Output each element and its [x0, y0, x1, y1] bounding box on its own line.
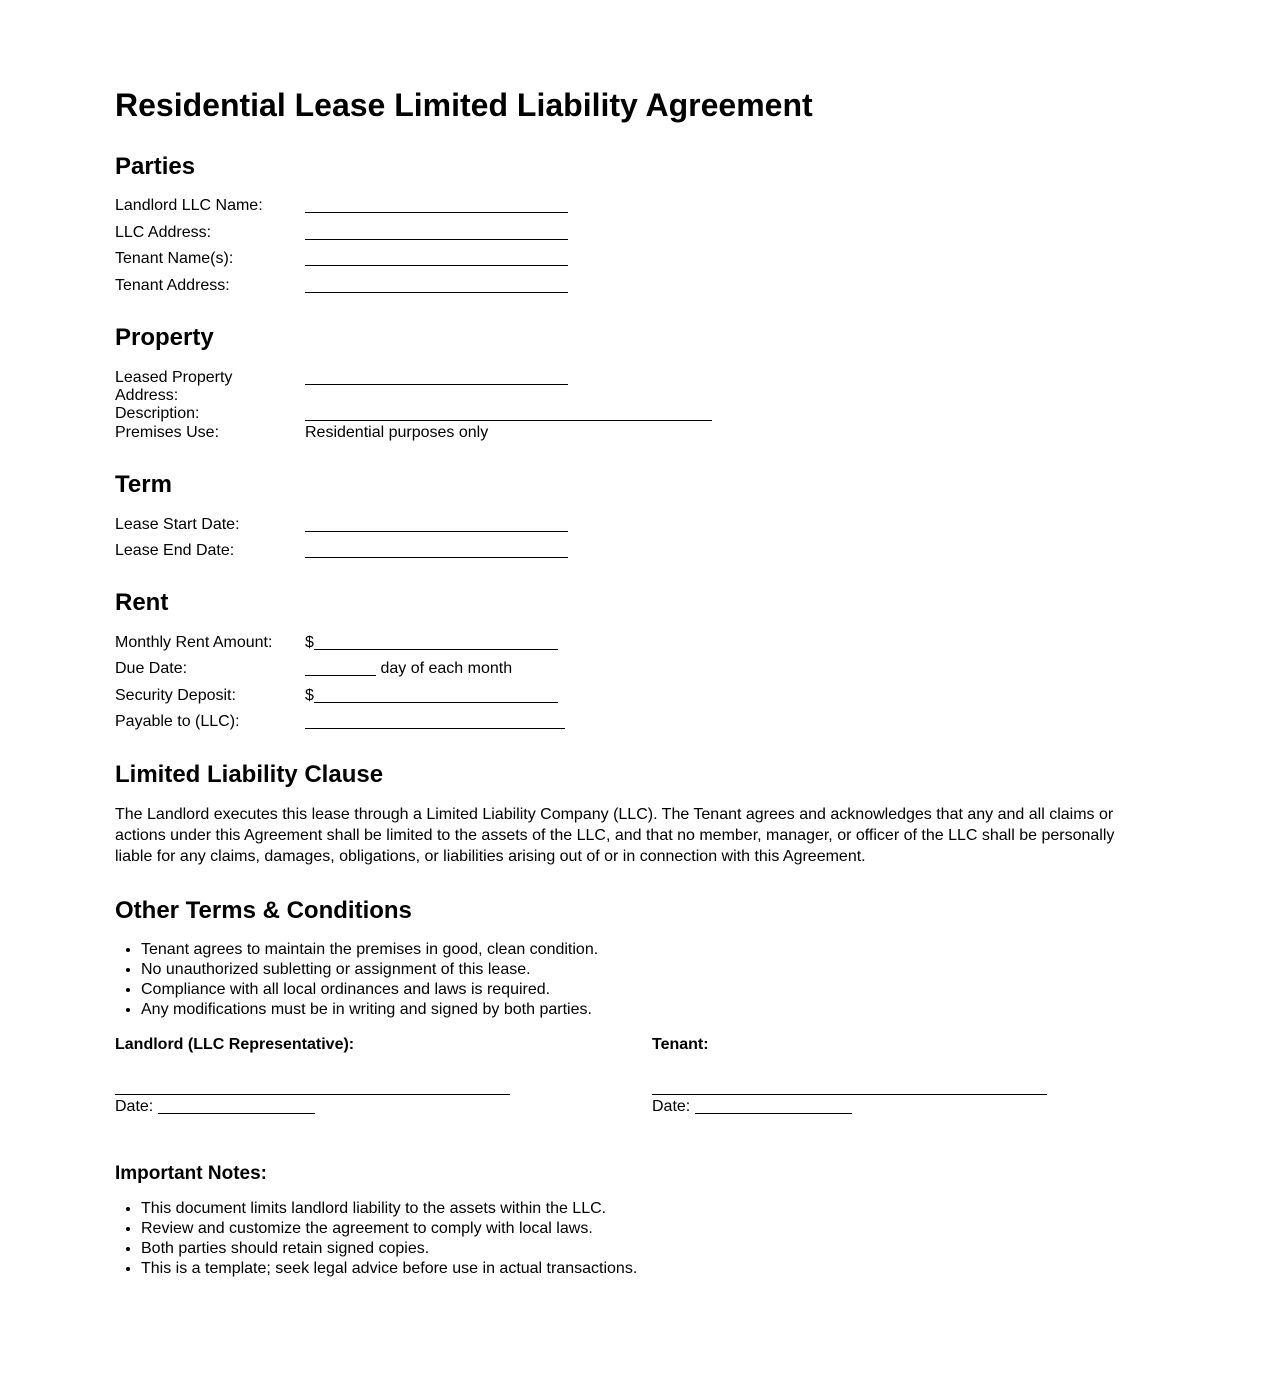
other-terms-list: [115, 941, 1148, 1020]
term-fields: [115, 516, 1148, 561]
lease-start-date-blank-line: [305, 518, 568, 532]
leased-property-address-blank-line: [305, 371, 568, 385]
landlord-llc-name-blank-line: [305, 199, 568, 213]
important-notes-item: • Review and customize the agreement to comply with local laws.: [141, 1220, 1148, 1239]
field-value-description: [305, 405, 1148, 423]
field-label-payable-to: Payable to (LLC):: [115, 713, 240, 731]
field-value-tenant-name: [305, 250, 1148, 268]
section-heading-rent: Rent: [115, 589, 169, 617]
field-value-lease-start-date: [305, 516, 1148, 534]
landlord-signature-line: [115, 1094, 510, 1095]
due-date-suffix-text: day of each month: [376, 660, 513, 678]
section-heading-term: Term: [115, 471, 172, 499]
landlord-date-label: Date:: [115, 1098, 154, 1116]
tenant-signature-label: Tenant:: [652, 1035, 709, 1053]
section-heading-property: Property: [115, 323, 214, 351]
field-value-payable-to: [305, 713, 1148, 731]
field-label-description: Description:: [115, 405, 200, 423]
field-label-due-date: Due Date:: [115, 660, 188, 678]
field-value-lease-end-date: [305, 542, 1148, 560]
signature-block: [115, 1036, 1148, 1117]
tenant-date-blank-line: [695, 1100, 852, 1114]
important-notes-item: • Both parties should retain signed copies.: [141, 1240, 1148, 1259]
payable-to-blank-line: [305, 715, 565, 729]
property-fields: [115, 369, 1148, 443]
landlord-signature-label: Landlord (LLC Representative):: [115, 1035, 355, 1053]
important-notes-list: [115, 1200, 1148, 1279]
due-date-blank-line: [305, 662, 376, 676]
field-label-security-deposit: Security Deposit:: [115, 686, 236, 704]
description-blank-line: [305, 407, 712, 421]
tenant-name-blank-line: [305, 252, 568, 266]
field-label-lease-end-date: Lease End Date:: [115, 542, 235, 560]
tenant-address-blank-line: [305, 279, 568, 293]
other-terms-item: • Compliance with all local ordinances and laws is required.: [141, 981, 1148, 1000]
field-label-lease-start-date: Lease Start Date:: [115, 515, 240, 533]
dollar-sign: $: [305, 634, 314, 652]
field-value-tenant-address: [305, 277, 1148, 295]
monthly-rent-blank-line: [314, 636, 558, 650]
landlord-date-row: [115, 1098, 652, 1116]
liability-clause-text: The Landlord executes this lease through a Limited Liability Company (LLC). The Tenant agrees and acknowledges that any and all claims or actions under this Agreement shall be limited to the assets of the LLC, and that no member, manager, or officer of the LLC shall be personally liable for any claims, damages, obligations, or liabilities arising out of or in connection with this Agreement.: [115, 806, 1115, 865]
field-label-tenant-name: Tenant Name(s):: [115, 250, 234, 268]
other-terms-item: • Any modifications must be in writing and signed by both parties.: [141, 1001, 1148, 1020]
section-heading-parties: Parties: [115, 152, 196, 180]
other-terms-item: • Tenant agrees to maintain the premises in good, clean condition.: [141, 941, 1148, 960]
landlord-signature-column: [115, 1036, 652, 1117]
security-deposit-blank-line: [314, 689, 558, 703]
field-label-monthly-rent: Monthly Rent Amount:: [115, 634, 273, 652]
section-heading-important-notes: Important Notes:: [115, 1162, 267, 1184]
section-heading-limited-liability: Limited Liability Clause: [115, 760, 384, 788]
field-label-llc-address: LLC Address:: [115, 223, 212, 241]
dollar-sign: $: [305, 686, 314, 704]
field-label-tenant-address: Tenant Address:: [115, 276, 230, 294]
important-notes-item: • This document limits landlord liability to the assets within the LLC.: [141, 1200, 1148, 1219]
field-value-security-deposit: [305, 687, 1148, 705]
tenant-date-label: Date:: [652, 1098, 691, 1116]
field-label-premises-use: Premises Use:: [115, 423, 220, 441]
lease-end-date-blank-line: [305, 544, 568, 558]
field-value-due-date: [305, 660, 1148, 678]
page-title: Residential Lease Limited Liability Agreement: [115, 87, 813, 123]
important-notes-item: • This is a template; seek legal advice before use in actual transactions.: [141, 1260, 1148, 1279]
llc-address-blank-line: [305, 226, 568, 240]
field-label-leased-property-address: Leased Property Address:: [115, 368, 233, 404]
parties-fields: [115, 197, 1148, 295]
field-value-leased-property-address: [305, 369, 1148, 387]
field-value-premises-use: Residential purposes only: [305, 423, 489, 441]
tenant-signature-column: [652, 1036, 1048, 1117]
field-value-llc-address: [305, 224, 1148, 242]
other-terms-item: • No unauthorized subletting or assignment of this lease.: [141, 961, 1148, 980]
field-value-landlord-llc-name: [305, 197, 1148, 215]
lease-document: [115, 87, 1148, 1279]
field-label-landlord-llc-name: Landlord LLC Name:: [115, 197, 263, 215]
landlord-date-blank-line: [158, 1100, 315, 1114]
tenant-signature-line: [652, 1094, 1047, 1095]
tenant-date-row: [652, 1098, 1048, 1116]
section-heading-other-terms: Other Terms & Conditions: [115, 896, 412, 924]
field-value-monthly-rent: [305, 634, 1148, 652]
rent-fields: [115, 634, 1148, 732]
